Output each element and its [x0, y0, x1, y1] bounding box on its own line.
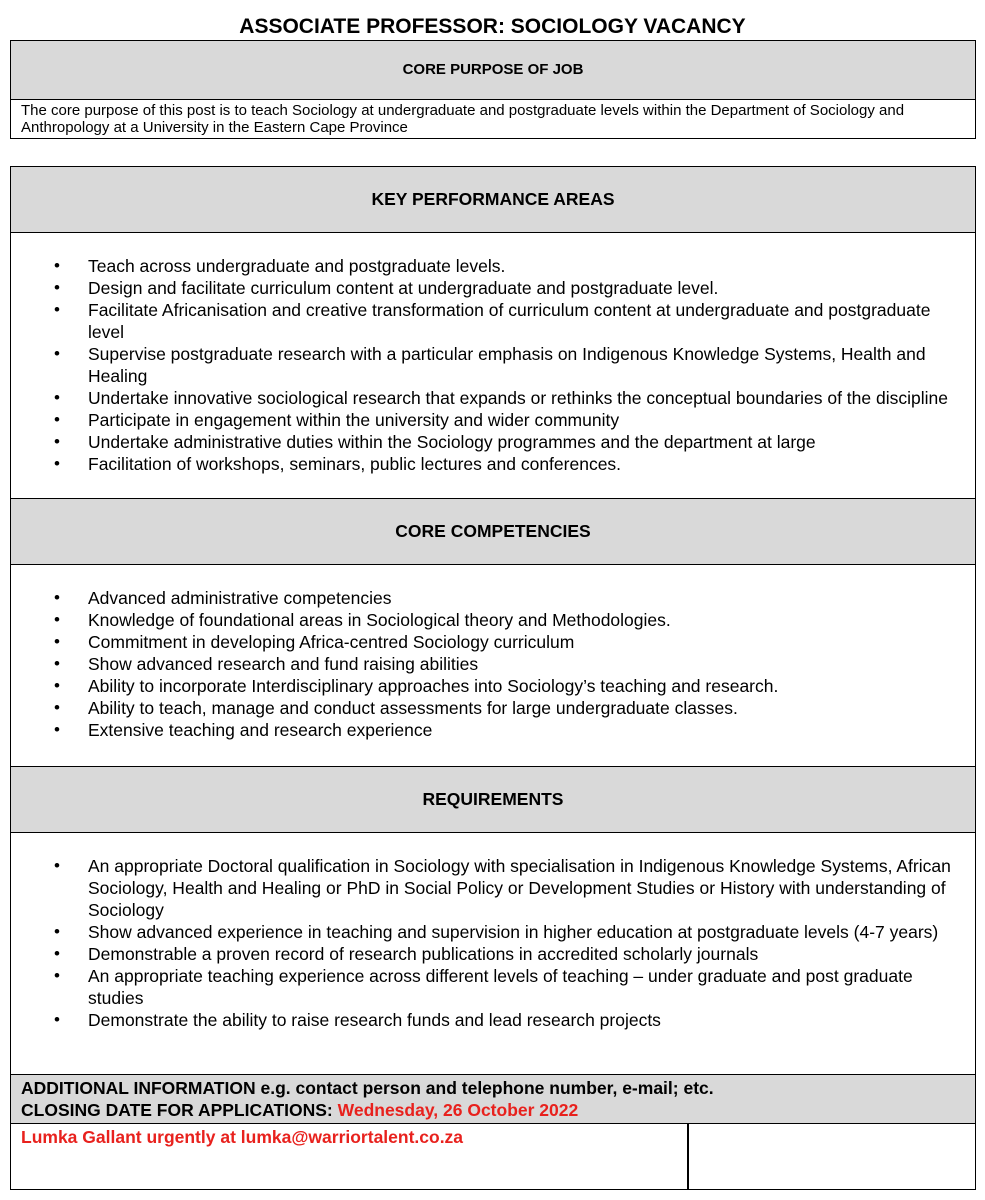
contact-row [11, 1124, 975, 1189]
list-item: • Facilitate Africanisation and creative transformation of curriculum content at undergraduate and postgraduate level [11, 299, 975, 343]
requirements-header [11, 767, 975, 833]
closing-date-label: CLOSING DATE FOR APPLICATIONS: [21, 1100, 333, 1120]
kpa-header [11, 167, 975, 233]
list-item: • Commitment in developing Africa-centred Sociology curriculum [11, 631, 975, 653]
list-item: • An appropriate Doctoral qualification in Sociology with specialisation in Indigenous Knowledge Systems, African Sociology, Health and Healing or PhD in Social Policy or Development Studies or History with understanding of Sociology [11, 855, 975, 921]
closing-date-value: Wednesday, 26 October 2022 [337, 1100, 579, 1120]
additional-info-line: ADDITIONAL INFORMATION e.g. contact person and telephone number, e-mail; etc. [21, 1078, 714, 1098]
competencies-list [11, 565, 975, 741]
list-item: • Knowledge of foundational areas in Sociological theory and Methodologies. [11, 609, 975, 631]
requirements-heading: REQUIREMENTS [422, 789, 564, 809]
list-item: • Undertake administrative duties within the Sociology programmes and the department at large [11, 431, 975, 453]
additional-info-section [10, 1074, 976, 1190]
list-item: • Teach across undergraduate and postgraduate levels. [11, 255, 975, 277]
list-item: • Participate in engagement within the university and wider community [11, 409, 975, 431]
contact-info: Lumka Gallant urgently at lumka@warriortalent.co.za [21, 1127, 464, 1147]
list-item: • Extensive teaching and research experience [11, 719, 975, 741]
list-item: • Demonstrate the ability to raise research funds and lead research projects [11, 1009, 975, 1031]
core-purpose-heading: CORE PURPOSE OF JOB [402, 61, 584, 78]
competencies-heading: CORE COMPETENCIES [395, 521, 591, 541]
list-item: • Facilitation of workshops, seminars, public lectures and conferences. [11, 453, 975, 475]
list-item: • Show advanced experience in teaching and supervision in higher education at postgraduate levels (4-7 years) [11, 921, 975, 943]
core-purpose-header [11, 41, 975, 100]
kpa-heading: KEY PERFORMANCE AREAS [371, 189, 615, 209]
core-purpose-text: The core purpose of this post is to teach Sociology at undergraduate and postgraduate levels within the Department of Sociology and Anthropology at a University in the Eastern Cape Province [21, 102, 905, 136]
list-item: • Design and facilitate curriculum content at undergraduate and postgraduate level. [11, 277, 975, 299]
core-purpose-section [10, 40, 976, 139]
competencies-header [11, 499, 975, 565]
competencies-section [10, 498, 976, 768]
list-item: • An appropriate teaching experience across different levels of teaching – under graduate and post graduate studies [11, 965, 975, 1009]
list-item: • Ability to incorporate Interdisciplinary approaches into Sociology’s teaching and research. [11, 675, 975, 697]
list-item: • Ability to teach, manage and conduct assessments for large undergraduate classes. [11, 697, 975, 719]
contact-cell-divider [687, 1124, 689, 1189]
closing-date-line [21, 1099, 965, 1121]
kpa-list [11, 233, 975, 475]
additional-info-header [11, 1075, 975, 1124]
list-item: • Supervise postgraduate research with a particular emphasis on Indigenous Knowledge Systems, Health and Healing [11, 343, 975, 387]
list-item: • Undertake innovative sociological research that expands or rethinks the conceptual boundaries of the discipline [11, 387, 975, 409]
page-title: ASSOCIATE PROFESSOR: SOCIOLOGY VACANCY [239, 15, 746, 38]
requirements-section [10, 766, 976, 1076]
kpa-section [10, 166, 976, 500]
list-item: • Advanced administrative competencies [11, 587, 975, 609]
list-item: • Show advanced research and fund raising abilities [11, 653, 975, 675]
requirements-list [11, 833, 975, 1031]
list-item: • Demonstrable a proven record of research publications in accredited scholarly journals [11, 943, 975, 965]
